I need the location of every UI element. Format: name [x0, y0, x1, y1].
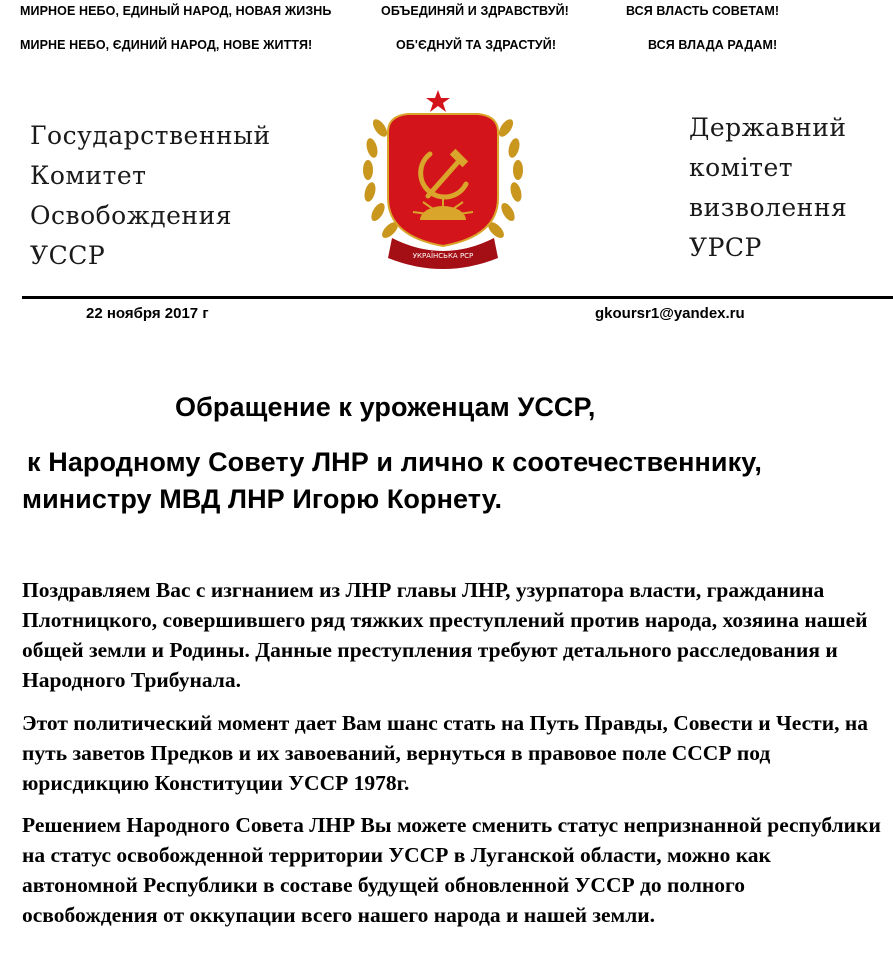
org-name-ua-line: Державний — [689, 113, 847, 142]
title-line-3: министру МВД ЛНР Игорю Корнету. — [22, 484, 503, 514]
org-name-ua-line: комітет — [689, 153, 794, 182]
org-name-ua-line: УРСР — [689, 233, 762, 262]
org-name-ua-line: визволення — [689, 193, 848, 222]
paragraph-3: Решением Народного Совета ЛНР Вы можете сменить статус непризнанной республики на статус освобожденной территории УССР в Луганской области, можно как автономной Республики в составе будущей обновленной УССР до полного освобождения от оккупации всего нашего народа и нашей земли. — [22, 813, 881, 927]
slogan-ua-1: МИРНЕ НЕБО, ЄДИНИЙ НАРОД, НОВЕ ЖИТТЯ! — [20, 38, 313, 52]
ribbon-text: УКРАЇНСЬКА РСР — [412, 252, 474, 260]
org-name-ru-line: Освобождения — [30, 201, 233, 230]
title-line-1: Обращение к уроженцам УССР, — [175, 392, 596, 422]
org-name-ru — [30, 116, 271, 276]
slogan-ru-1: МИРНОЕ НЕБО, ЕДИНЫЙ НАРОД, НОВАЯ ЖИЗНЬ — [20, 4, 332, 18]
header-divider — [22, 296, 893, 299]
star-icon — [426, 90, 450, 112]
document-date: 22 ноября 2017 г — [86, 305, 209, 322]
paragraph-2: Этот политический момент дает Вам шанс стать на Путь Правды, Совести и Чести, на путь заветов Предков и их завоеваний, вернуться в правовое поле СССР под юрисдикцию Конституции УССР 1978г. — [22, 711, 868, 795]
org-name-ru-line: Комитет — [30, 161, 147, 190]
slogan-ua-3: ВСЯ ВЛАДА РАДАМ! — [648, 38, 778, 52]
ussr-emblem — [358, 88, 528, 276]
org-name-ua — [689, 108, 847, 268]
org-name-ru-line: УССР — [30, 241, 106, 270]
title-line-2: к Народному Совету ЛНР и лично к соотечественнику, — [27, 447, 762, 477]
contact-email: gkoursr1@yandex.ru — [595, 305, 745, 322]
slogan-ru-3: ВСЯ ВЛАСТЬ СОВЕТАМ! — [626, 4, 780, 18]
slogan-ru-2: ОБЪЕДИНЯЙ И ЗДРАВСТВУЙ! — [381, 4, 569, 18]
slogan-ua-2: ОБ'ЄДНУЙ ТА ЗДРАСТУЙ! — [396, 38, 557, 52]
org-name-ru-line: Государственный — [30, 121, 271, 150]
paragraph-1: Поздравляем Вас с изгнанием из ЛНР главы ЛНР, узурпатора власти, гражданина Плотницкого, совершившего ряд тяжких преступлений против народа, хозяина нашей общей земли и Родины. Данные преступления требуют детального расследования и Народного Трибунала. — [22, 578, 868, 692]
